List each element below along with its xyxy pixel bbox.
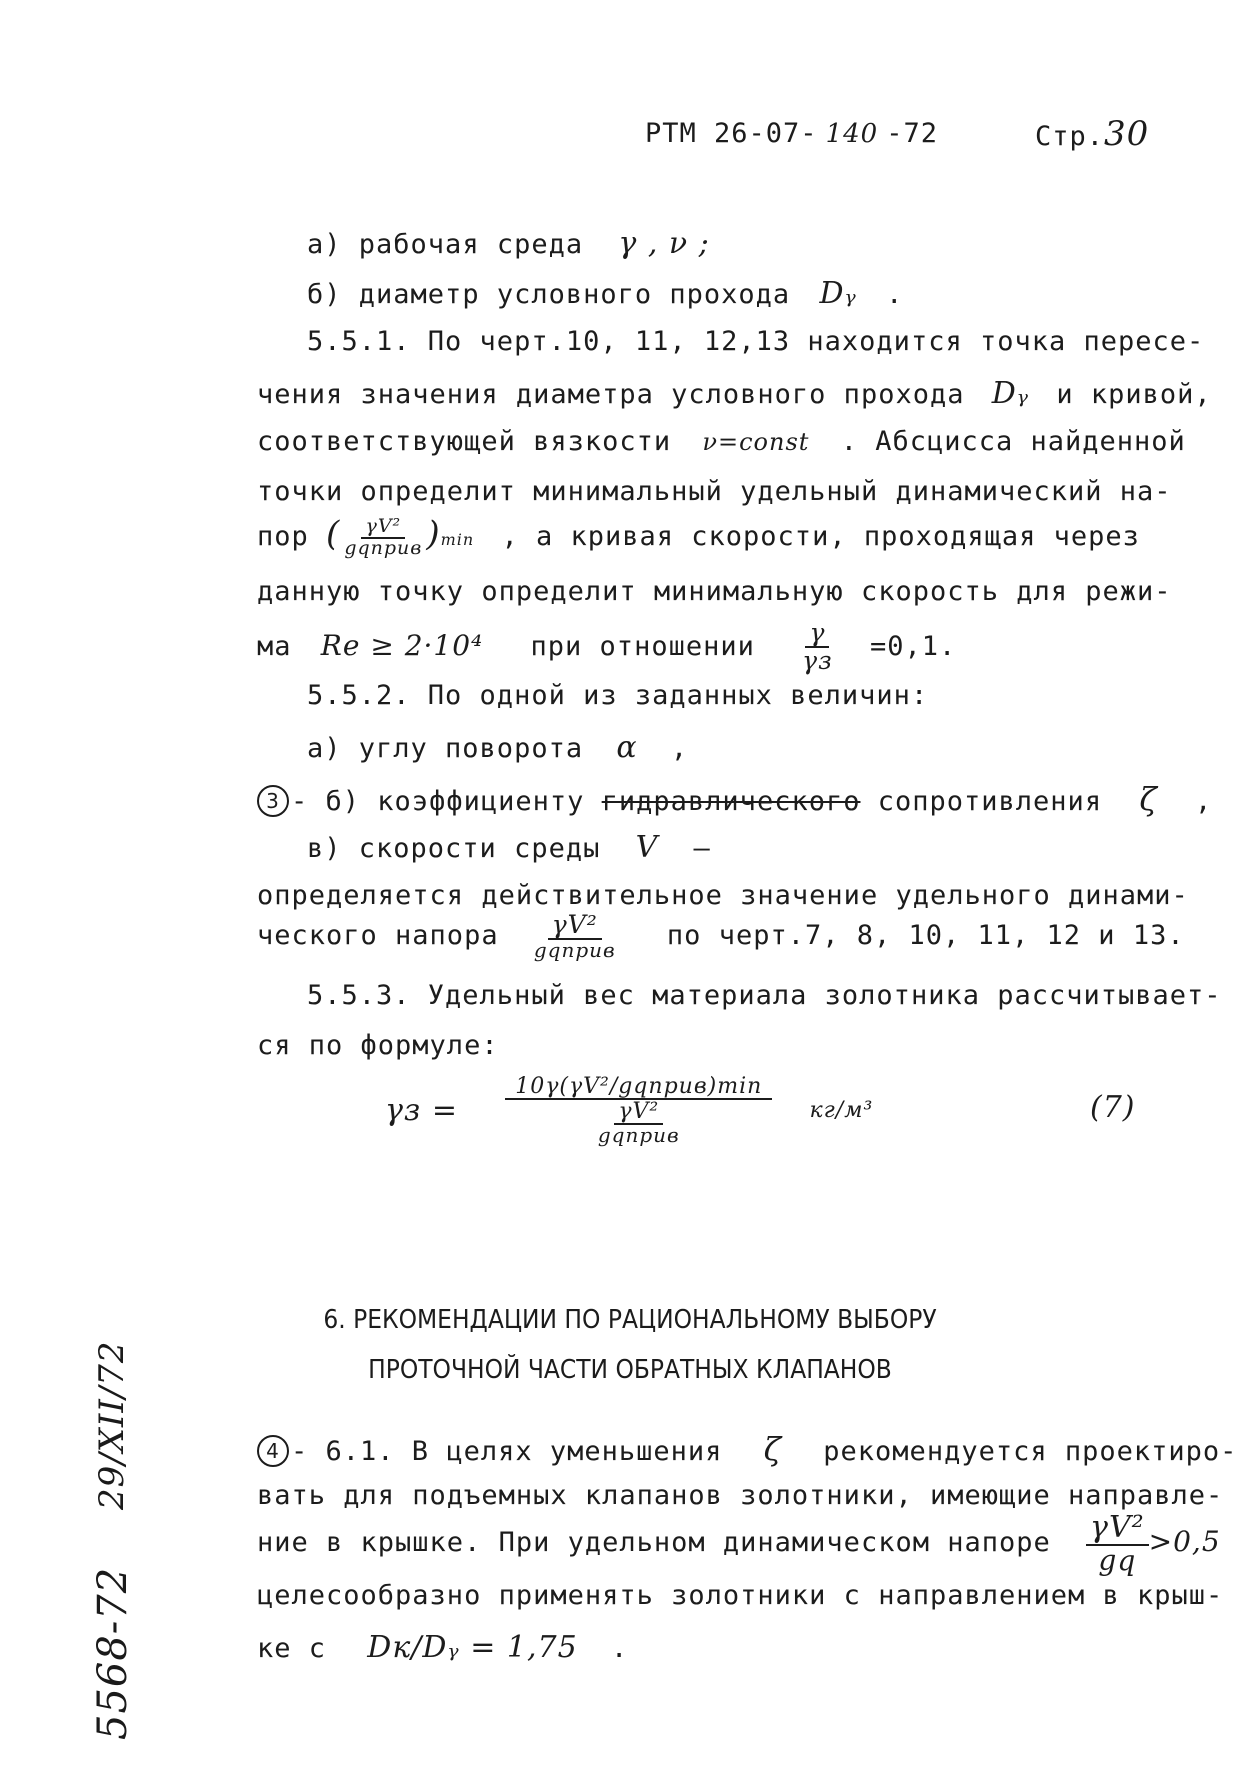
text: –	[693, 833, 711, 864]
para-552-line1: 5.5.2. По одной из заданных величин:	[307, 680, 929, 711]
para-553-line2: ся по формуле:	[257, 1030, 499, 1061]
text: , а кривая скорости, проходящая через	[501, 521, 1140, 552]
num: γV²	[614, 1100, 663, 1125]
para-61-line5	[257, 1630, 628, 1665]
text: б) коэффициенту	[325, 786, 585, 817]
num: γV²	[361, 517, 405, 539]
revision-mark-4: 4	[257, 1435, 289, 1467]
text: ние в крышке. При удельном динамическом напоре	[257, 1526, 1051, 1558]
revision-mark-3: 3	[257, 785, 289, 817]
para-61-line1	[257, 1430, 1237, 1468]
formula-inner-fraction	[594, 1100, 684, 1146]
formula-7	[385, 1075, 873, 1146]
formula-unit: кг/м³	[809, 1098, 874, 1124]
para-551-line7	[257, 620, 956, 675]
zeta-symbol: ζ	[1139, 780, 1158, 818]
den: gqприв	[344, 536, 423, 559]
alpha-symbol: α	[616, 730, 638, 765]
v-symbol: V	[635, 830, 659, 865]
doc-year: -72	[886, 118, 938, 149]
text: в) скорости среды	[307, 833, 601, 864]
text: пор	[257, 521, 309, 552]
text: ке с	[257, 1633, 327, 1664]
para-61-line2: вать для подъемных клапанов золотники, имеющие направле-	[257, 1480, 1224, 1511]
dash: -	[291, 1436, 309, 1467]
list-b-label: б)	[307, 279, 342, 310]
list-b-symbol: Dᵧ	[819, 276, 857, 311]
para-551-line4: точки определит минимальный удельный динамический на-	[257, 476, 1172, 507]
para-552-result1: определяется действительное значение удельного динами-	[257, 880, 1189, 911]
margin-note-registration: 5568-72	[90, 1566, 136, 1740]
para-552-item-b	[257, 780, 1212, 818]
list-a-text: рабочая среда	[358, 229, 584, 260]
para-551-line5	[257, 514, 1140, 558]
para-551-line2	[257, 376, 1212, 411]
threshold: >0,5	[1148, 1524, 1221, 1558]
doc-number: 140	[825, 119, 879, 149]
page-number-block	[1035, 114, 1149, 154]
text: ,	[1194, 786, 1213, 817]
para-551-line6: данную точку определит минимальную скорость для режи-	[257, 576, 1172, 607]
fraction-paren: )	[426, 514, 441, 554]
text: ,	[670, 733, 689, 764]
para-61-line3	[257, 1512, 1221, 1575]
section-6-title-line1: 6. РЕКОМЕНДАЦИИ ПО РАЦИОНАЛЬНОМУ ВЫБОРУ	[323, 1305, 937, 1335]
formula-number: (7)	[1090, 1090, 1136, 1125]
recommendation-fraction	[1086, 1512, 1149, 1575]
den: gq	[1098, 1543, 1137, 1577]
margin-note-date: 29/XII/72	[92, 1340, 132, 1510]
para-552-item-v	[307, 830, 711, 865]
formula-denominator	[590, 1100, 688, 1146]
pressure-fraction	[340, 514, 426, 559]
section-6-title-line2: ПРОТОЧНОЙ ЧАСТИ ОБРАТНЫХ КЛАПАНОВ	[368, 1355, 892, 1385]
page-number: 30	[1104, 114, 1150, 154]
text: а) углу поворота	[307, 733, 584, 764]
doc-prefix: РТМ 26-07-	[645, 118, 818, 149]
den: gqприв	[597, 1123, 680, 1148]
text: сопротивления	[877, 786, 1103, 817]
dash: -	[291, 786, 309, 817]
text: чения значения диаметра условного прохода	[257, 379, 965, 410]
text: . Абсцисса найденной	[840, 426, 1186, 457]
den: gqприв	[533, 938, 616, 963]
text: при отношении	[530, 630, 755, 662]
para-551-line1: 5.5.1. По черт.10, 11, 12,13 находится точка пересе-	[307, 326, 1205, 357]
page-header	[645, 118, 938, 149]
den: γз	[802, 646, 833, 676]
list-b-text: диаметр условного прохода	[358, 279, 791, 310]
formula-lhs: γз =	[385, 1093, 458, 1129]
num: γV²	[548, 912, 602, 940]
text: по черт.7, 8, 10, 11, 12 и 13.	[666, 920, 1185, 952]
re-condition: Re ≥ 2·10⁴	[320, 628, 484, 662]
zeta-symbol: ζ	[763, 1430, 783, 1468]
dk-dy-ratio: Dк/Dᵧ = 1,75	[367, 1630, 578, 1665]
formula-fraction	[505, 1075, 772, 1146]
gamma-ratio	[798, 620, 837, 675]
num: γ	[805, 620, 829, 648]
min-sub: min	[440, 530, 475, 549]
para-551-line3	[257, 426, 1186, 457]
para-552-result2	[257, 912, 1185, 961]
text: ма	[257, 630, 292, 662]
list-item-b	[307, 276, 903, 311]
text: рекомендуется проектиро-	[823, 1436, 1238, 1467]
text: .	[611, 1633, 629, 1664]
num: γV²	[1086, 1512, 1149, 1546]
list-b-end: .	[886, 279, 904, 310]
nu-const-symbol: ν=const	[702, 428, 810, 456]
list-item-a	[307, 226, 710, 261]
fraction-paren: (	[326, 514, 341, 554]
text: ческого напора	[257, 920, 499, 952]
page-label: Стр.	[1035, 121, 1105, 152]
text: =0,1.	[869, 630, 957, 662]
dynamic-pressure-fraction	[530, 912, 620, 961]
text: и кривой,	[1056, 379, 1212, 410]
formula-numerator: 10γ(γV²/gqприв)min	[505, 1075, 772, 1100]
text: 6.1. В целях уменьшения	[325, 1436, 723, 1467]
para-61-line4: целесообразно применять золотники с направлением в крыш-	[257, 1580, 1224, 1611]
list-a-symbols: γ , ν ;	[618, 226, 710, 261]
list-a-label: а)	[307, 229, 342, 260]
para-552-item-a	[307, 730, 688, 765]
dy-symbol: Dᵧ	[991, 376, 1030, 411]
struck-word: гидравлического	[601, 786, 861, 817]
text: соответствующей вязкости	[257, 426, 672, 457]
para-553-line1: 5.5.3. Удельный вес материала золотника рассчитывает-	[307, 980, 1222, 1011]
